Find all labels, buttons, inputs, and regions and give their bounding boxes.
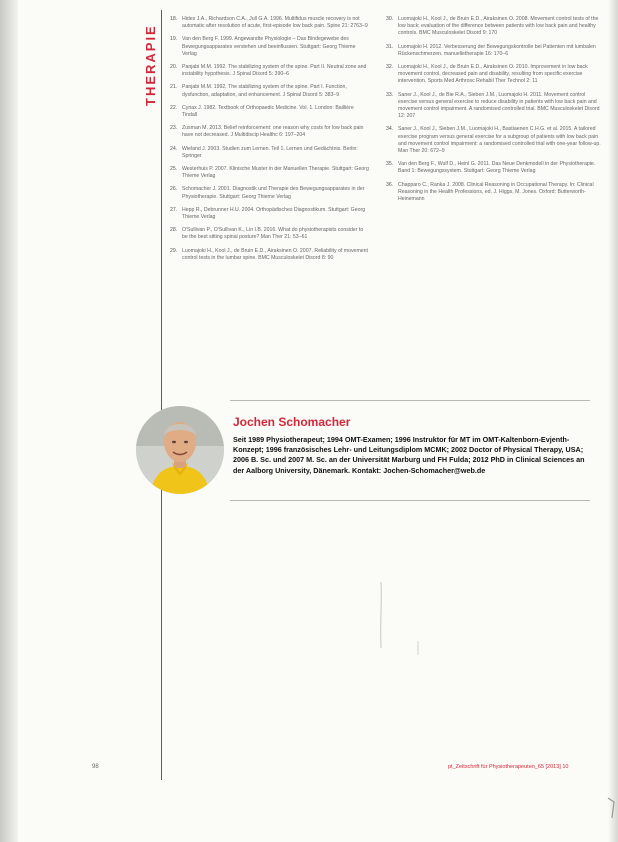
reference-number: 31. <box>386 43 394 50</box>
pen-mark-icon <box>378 580 384 650</box>
reference-item <box>386 44 601 58</box>
reference-number: 28. <box>170 227 178 234</box>
reference-text: Westerhuis P. 2007. Klinische Muster in der Manuellen Therapie. Stuttgart: Georg Thieme Verlag <box>182 166 369 180</box>
section-label: THERAPIE <box>143 24 158 106</box>
author-portrait-icon <box>136 406 224 494</box>
reference-number: 23. <box>170 125 178 132</box>
reference-number: 21. <box>170 84 178 91</box>
reference-number: 20. <box>170 64 178 71</box>
reference-text: Panjabi M.M. 1992. The stabilizing system of the spine. Part I. Function, dysfunction, adaptation, and enhancement. J Spinal Disord 5: 383–9 <box>182 84 347 98</box>
reference-item <box>170 105 370 119</box>
author-avatar <box>136 406 224 494</box>
reference-text: Saner J., Kool J., Sieben J.M., Luomajoki H., Bastiaenen C.H.G. et al. 2015. A tailored exercise program versus general exercise for a subgroup of patients with low back pain and movement control impairment: a randomised controlled trial with one-year follow-up. Man Ther 20: 672–9 <box>398 126 601 155</box>
reference-text: Wieland J. 2003. Studien zum Lernen. Teil 1. Lernen und Gedächtnis. Berlin: Springer <box>182 145 358 159</box>
reference-item <box>170 207 370 221</box>
reference-number: 18. <box>170 16 178 22</box>
reference-number: 26. <box>170 186 178 193</box>
reference-item <box>386 92 601 121</box>
reference-item <box>170 146 370 160</box>
reference-text: Luomajoki H. 2012. Verbesserung der Bewegungskontrolle bei Patienten mit lumbalen Rückenschmerzen. manuelletherapie 16: 170–6 <box>398 43 596 57</box>
reference-item <box>386 126 601 155</box>
reference-number: 22. <box>170 104 178 111</box>
reference-item <box>170 227 370 241</box>
reference-item <box>170 125 370 139</box>
page-number: 98 <box>92 764 99 770</box>
reference-number: 34. <box>386 126 394 133</box>
reference-item <box>386 16 601 38</box>
divider-bottom <box>230 500 590 501</box>
reference-number: 32. <box>386 64 394 71</box>
reference-item <box>170 16 370 30</box>
reference-number: 19. <box>170 36 178 43</box>
reference-text: Van den Berg F. 1999. Angewandte Physiologie – Das Bindegewebe des Bewegungsapparates verstehen und beeinflussen. Stuttgart: Georg Thieme Verlag <box>182 36 356 57</box>
reference-text: Chapparo C., Ranka J. 2008. Clinical Reasoning in Occupational Therapy. In: Clinical Reasoning in the Health Professions, ed. J. Higgs, M. Jones. Oxford: Butterworth-Heinemann <box>398 181 594 203</box>
reference-text: Van den Berg F., Wulf D., Heinl G. 2011. Das Neue Denkmodell in der Physiotherapie. Band 1: Bewegungssystem. Stuttgart: Georg Thieme Verlag <box>398 161 596 175</box>
reference-number: 36. <box>386 181 394 188</box>
reference-item <box>170 64 370 78</box>
reference-text: Luomajoki H., Kool J., de Bruin E.D., Airaksinen O. 2007. Reliability of movement control tests in the lumbar spine. BMC Musculoskelet Disord 8: 90 <box>182 247 368 261</box>
reference-text: Panjabi M.M. 1992. The stabilizing system of the spine. Part II. Neutral zone and instability hypothesis. J Spinal Disord 5: 390–6 <box>182 64 367 78</box>
binding-clip-icon <box>606 796 618 820</box>
pen-mark-small-icon <box>416 640 420 656</box>
reference-text: Saner J., Kool J., de Bie R.A., Sieben J.M., Luomajoki H. 2011. Movement control exercise versus general exercise to reduce disability in patients with low back pain and movement control impairment. A randomised controlled trial. BMC Musculoskelet Disord 12: 207 <box>398 91 600 120</box>
reference-text: O'Sullivan P., O'Sullivan K., Lin I.B. 2016. What do physiotherapists consider to be the best sitting spinal posture? Man Ther 21: 53–61 <box>182 227 364 241</box>
reference-number: 25. <box>170 166 178 173</box>
divider-top <box>230 400 590 401</box>
author-contact[interactable]: Kontakt: Jochen-Schomacher@web.de <box>352 465 486 475</box>
scan-edge-shadow <box>0 0 18 842</box>
reference-text: Hides J.A., Richardson C.A., Jull G.A. 1996. Multifidus muscle recovery is not automatic after resolution of acute, first-episode low back pain. Spine 21: 2763–9 <box>182 16 368 30</box>
reference-number: 29. <box>170 247 178 254</box>
reference-number: 30. <box>386 16 394 22</box>
journal-footer: pt_Zeitschrift für Physiotherapeuten_65 [2013] 10 <box>448 764 569 770</box>
reference-number: 24. <box>170 145 178 152</box>
reference-number: 35. <box>386 161 394 168</box>
author-bio-block <box>233 415 593 476</box>
reference-item <box>170 36 370 58</box>
references-column-left <box>170 16 370 268</box>
reference-item <box>170 248 370 262</box>
reference-item <box>170 186 370 200</box>
vertical-accent-rule <box>161 10 162 780</box>
reference-text: Schomacher J. 2001. Diagnostik und Therapie des Bewegungsapparates in der Physiotherapie. Stuttgart: Georg Thieme Verlag <box>182 186 365 200</box>
scan-edge-shadow-right <box>608 0 618 842</box>
reference-item <box>386 182 601 204</box>
reference-item <box>386 64 601 86</box>
author-name: Jochen Schomacher <box>233 415 351 429</box>
reference-number: 27. <box>170 206 178 213</box>
reference-item <box>170 84 370 98</box>
author-bio <box>233 435 593 476</box>
reference-text: Cyriax J. 1982. Textbook of Orthopaedic Medicine. Vol. 1. London: Baillière Tindall <box>182 104 354 119</box>
reference-text: Luomajoki H., Kool J., de Bruin E.D., Airaksinen O. 2010. Improvement in low back movement control, decreased pain and disability, resulting from specific exercise intervention. Sports Med Arthrosc Rehabil Ther Technol 2: 11 <box>398 64 588 85</box>
reference-text: Luomajoki H., Kool J., de Bruin E.D., Airaksinen O. 2008. Movement control tests of the low back; evaluation of the difference between patients with low back pain and healthy controls. BMC Musculoskelet Disord 9: 170 <box>398 16 599 37</box>
reference-number: 33. <box>386 91 394 98</box>
references-column-right <box>386 16 601 209</box>
reference-item <box>386 161 601 175</box>
author-bio-text: Seit 1989 Physiotherapeut; 1994 OMT-Examen; 1996 Instruktor für MT im OMT-Kaltenborn-Evjenth-Konzept; 1996 französisches Lehr- und Leitungsdiplom MCMK; 2002 Doctor of Physical Therapy, USA; 2006 B. Sc. und 2007 M. Sc. an der Universität Marburg und FH Fulda; 2012 PhD in Clinical Sciences an der Aalborg University, Dänemark. <box>233 435 585 475</box>
reference-text: Zusman M. 2013. Belief reinforcement: one reason why costs for low back pain have not decreased. J Multidiscip Healthc 6: 197–204 <box>182 125 364 139</box>
reference-text: Hepp R., Debrunner H.U. 2004. Orthopädisches Diagnostikum. Stuttgart: Georg Thieme Verlag <box>182 206 366 221</box>
reference-item <box>170 166 370 180</box>
